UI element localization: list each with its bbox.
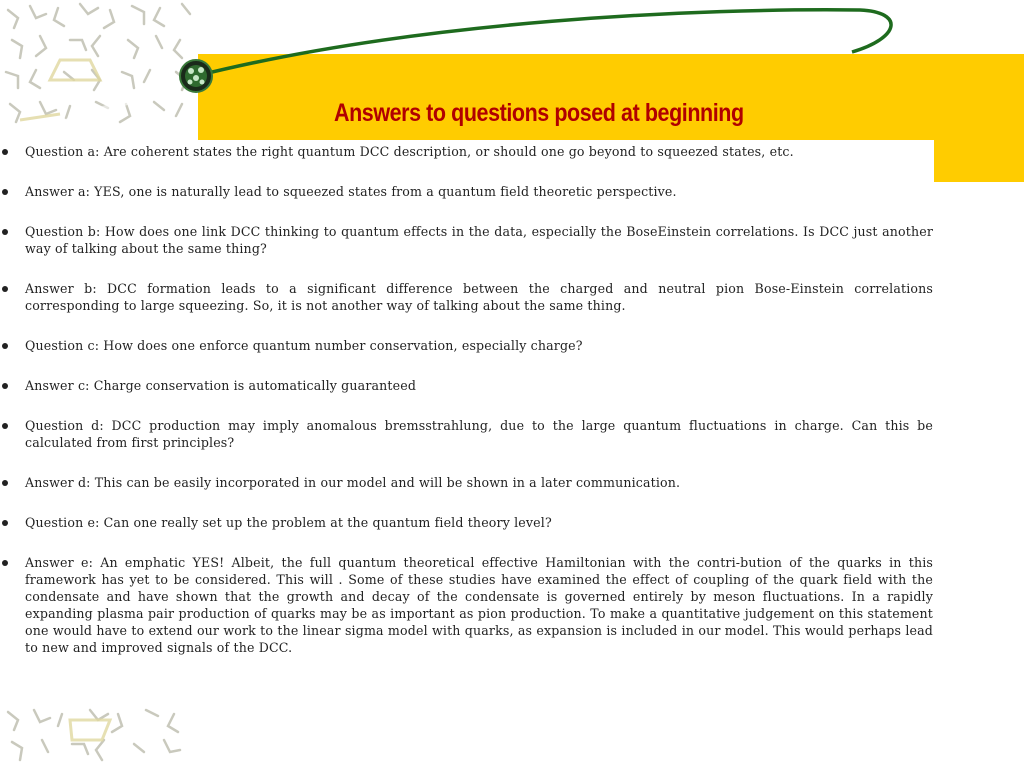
atom-node-icon bbox=[180, 60, 212, 92]
bullet-item bbox=[0, 223, 933, 257]
bullet-text: Answer c: Charge conservation is automatically guaranteed bbox=[25, 378, 417, 393]
bullet-item bbox=[0, 183, 933, 200]
bullet-item bbox=[0, 143, 933, 160]
bullet-item bbox=[0, 554, 933, 656]
bullet-item bbox=[0, 417, 933, 451]
bullet-text: Answer a: YES, one is naturally lead to squeezed states from a quantum field theoretic perspective. bbox=[25, 184, 677, 199]
bullet-icon bbox=[2, 229, 8, 235]
bullet-icon bbox=[2, 149, 8, 155]
bullet-text: Question a: Are coherent states the right quantum DCC description, or should one go beyond to squeezed states, etc. bbox=[25, 144, 794, 159]
bullet-text: Question e: Can one really set up the problem at the quantum field theory level? bbox=[25, 515, 552, 530]
bullet-icon bbox=[2, 480, 8, 486]
molecule-pattern-bottom bbox=[0, 706, 198, 768]
slide-title: Answers to questions posed at beginning bbox=[334, 99, 744, 127]
bullet-item bbox=[0, 514, 933, 531]
bullet-icon bbox=[2, 560, 8, 566]
bullet-icon bbox=[2, 383, 8, 389]
bullet-icon bbox=[2, 423, 8, 429]
bullet-text: Question b: How does one link DCC thinking to quantum effects in the data, especially the BoseEinstein correlations. Is DCC just another way of talking about the same thing? bbox=[25, 224, 933, 256]
bullet-text: Answer b: DCC formation leads to a significant difference between the charged and neutral pion Bose-Einstein correlations corresponding to large squeezing. So, it is not another way of talking about the same thing. bbox=[25, 281, 933, 313]
bullet-icon bbox=[2, 343, 8, 349]
bullet-item bbox=[0, 280, 933, 314]
bullet-icon bbox=[2, 520, 8, 526]
bullet-text: Answer e: An emphatic YES! Albeit, the full quantum theoretical effective Hamiltonian with the contri-bution of the quarks in this framework has yet to be considered. This will . Some of these studies have examined the effect of coupling of the quark field with the condensate and have shown that the growth and decay of the condensate is governed entirely by meson fluctuations. In a rapidly expanding plasma pair production of quarks may be as important as pion production. To make a quantitative judgement on this statement one would have to extend our work to the linear sigma model with quarks, as expansion is included in our model. This would perhaps lead to new and improved signals of the DCC. bbox=[25, 555, 933, 655]
bullet-icon bbox=[2, 286, 8, 292]
decorative-swoosh bbox=[0, 0, 1024, 160]
bullet-item bbox=[0, 377, 933, 394]
bullet-item bbox=[0, 474, 933, 491]
bullet-list bbox=[0, 143, 933, 656]
bullet-icon bbox=[2, 189, 8, 195]
bullet-text: Question d: DCC production may imply anomalous bremsstrahlung, due to the large quantum fluctuations in charge. Can this be calculated from first principles? bbox=[25, 418, 933, 450]
bullet-item bbox=[0, 337, 933, 354]
bullet-text: Question c: How does one enforce quantum number conservation, especially charge? bbox=[25, 338, 583, 353]
bullet-text: Answer d: This can be easily incorporated in our model and will be shown in a later communication. bbox=[25, 475, 681, 490]
